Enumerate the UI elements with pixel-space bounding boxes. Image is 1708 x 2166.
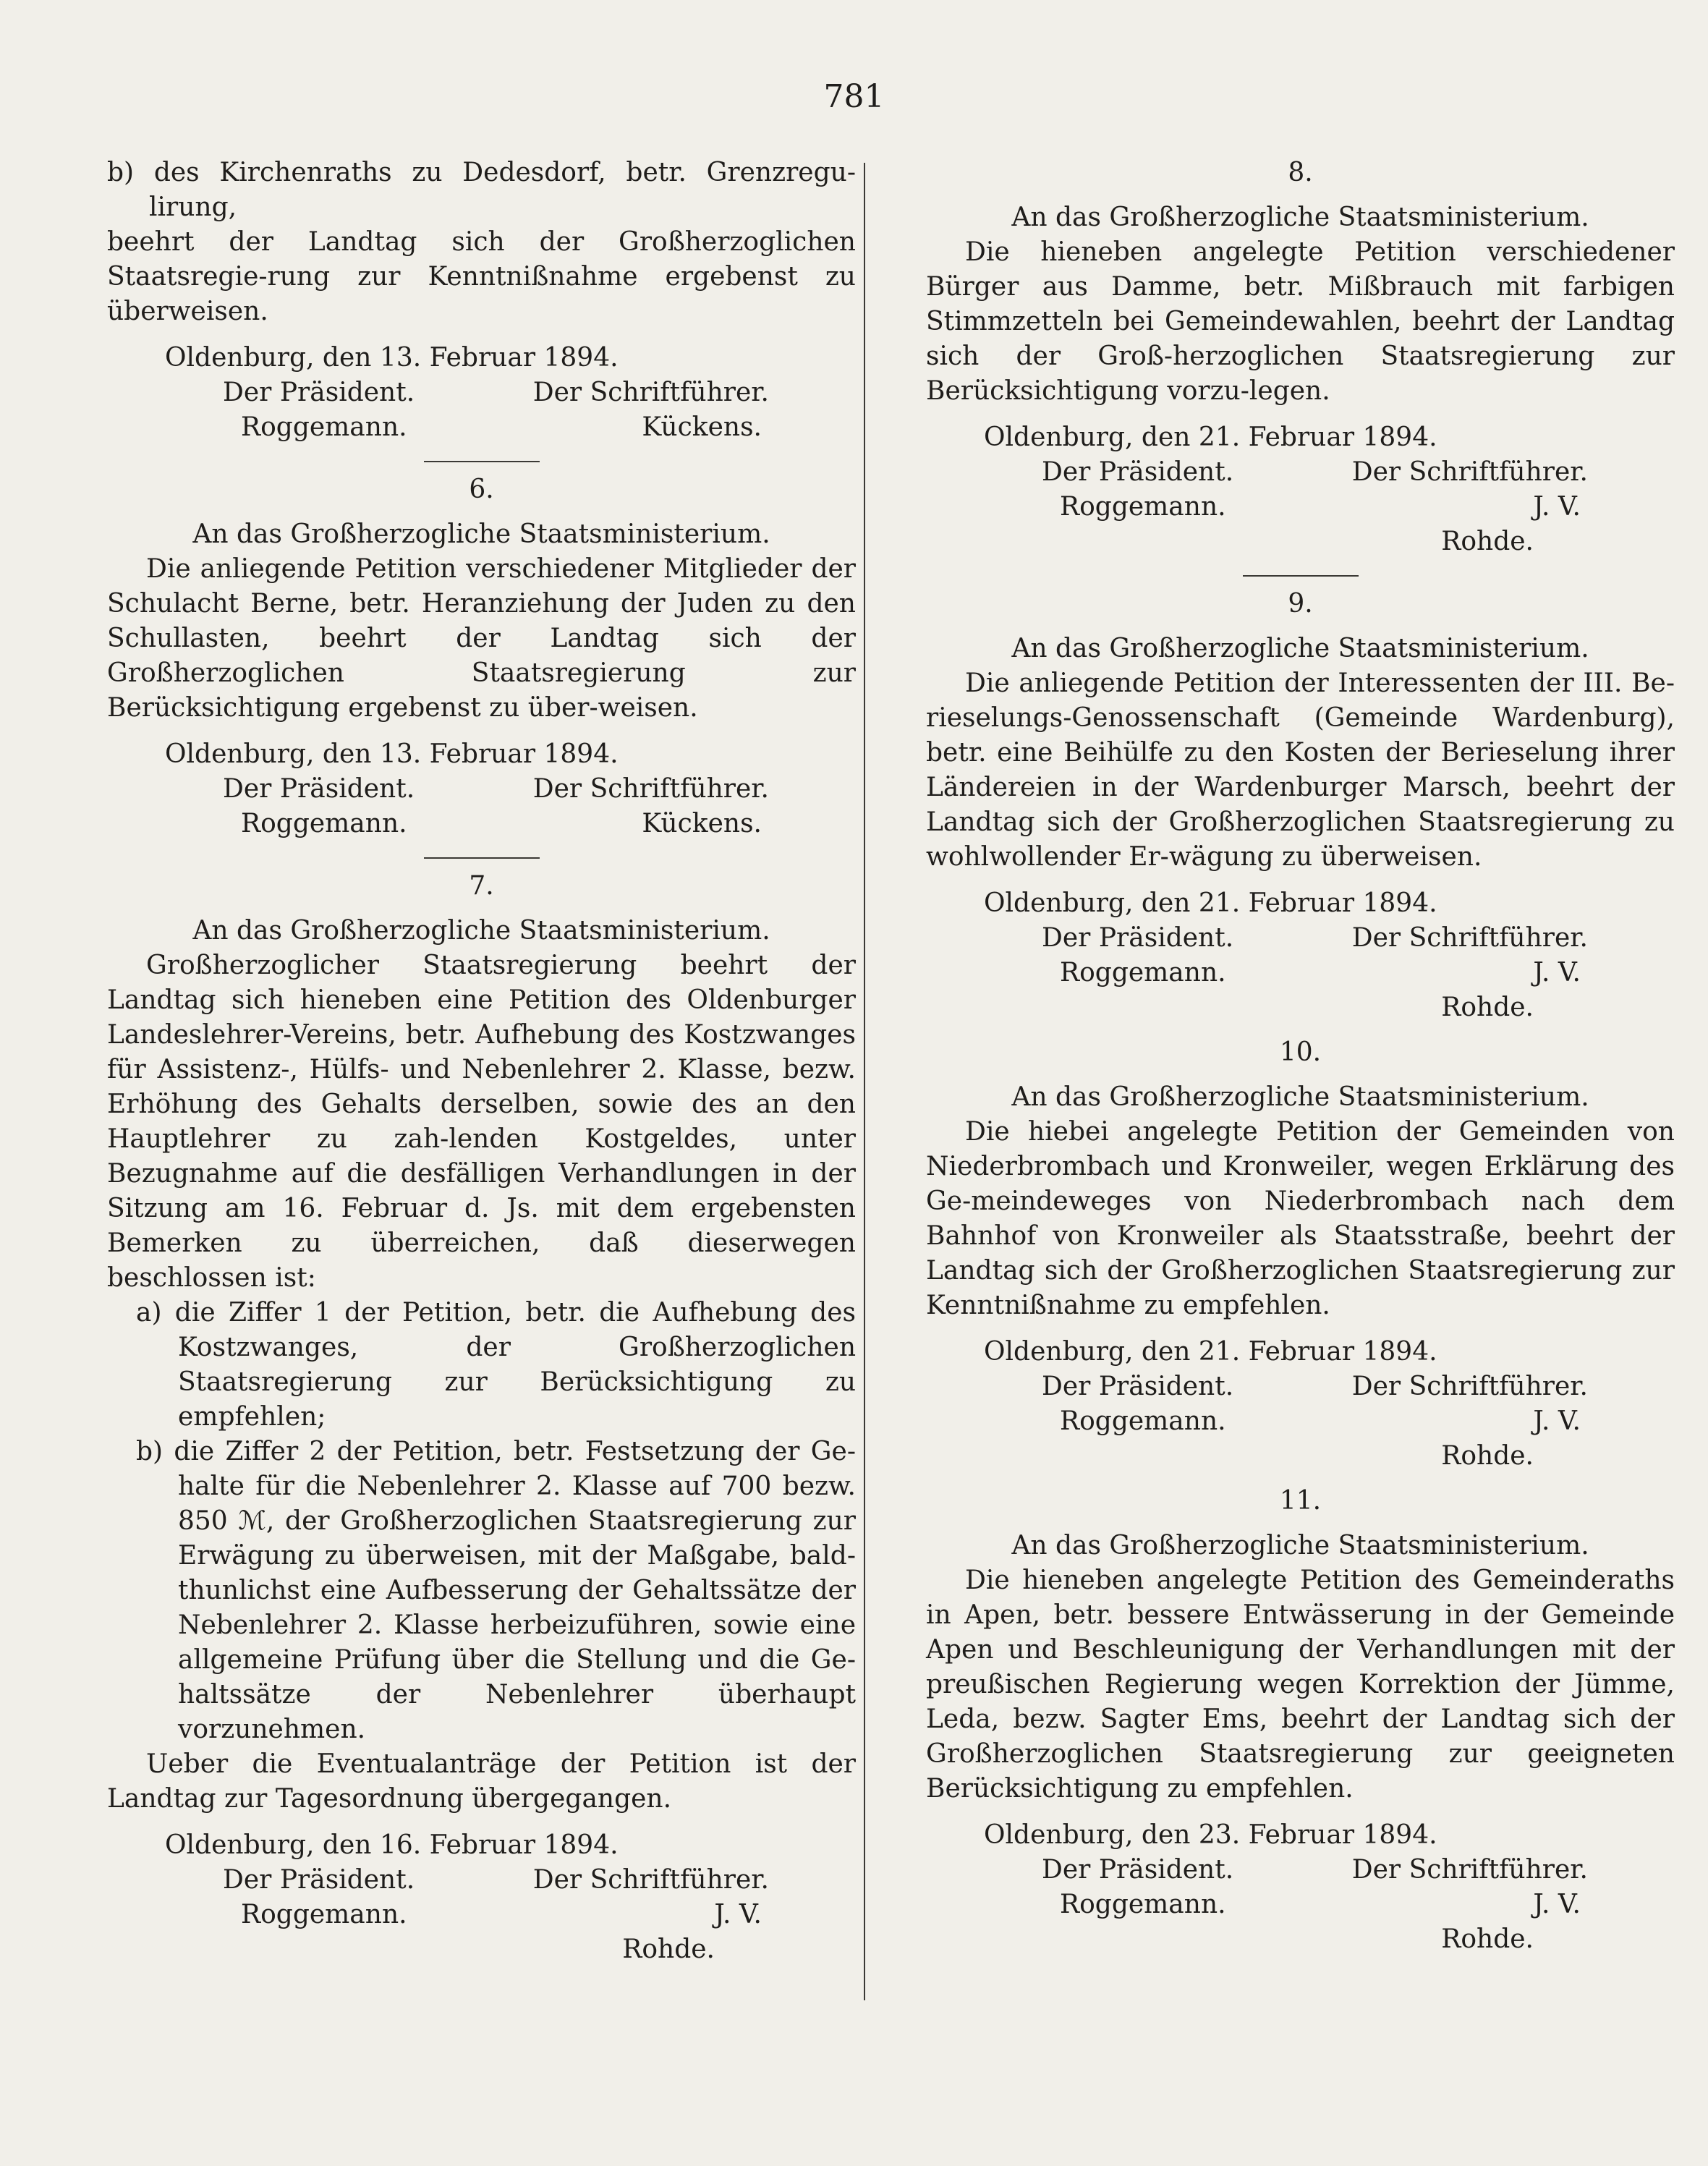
signature-titles [926,1853,1675,1887]
signature-names [926,490,1675,524]
section-date: Oldenburg, den 23. Februar 1894. [984,1820,1437,1850]
section-body: Die anliegende Petition verschiedener Mitglieder der Schulacht Berne, betr. Heranziehung der Juden zu den Schullasten, beehrt der Landtag sich der Großherzoglichen Staatsregierung zur Berücksichtigung ergebenst zu über-weisen. [107,554,856,723]
secretary-name: J. V. [1533,958,1581,988]
item-5b-date: Oldenburg, den 13. Februar 1894. [165,343,619,373]
president-name: Roggemann. [241,1900,407,1929]
left-column [107,156,856,1967]
section-date: Oldenburg, den 21. Februar 1894. [984,1337,1437,1367]
signature-titles [107,1863,856,1898]
signature-titles [926,1369,1675,1404]
section-number: 10. [1279,1037,1322,1067]
section-body: Die hieneben angelegte Petition verschiedener Bürger aus Damme, betr. Mißbrauch mit farbigen Stimmzetteln bei Gemeindewahlen, beehrt der Landtag sich der Groß-herzoglichen Staatsregierung zur Berücksichtigung vorzu-legen. [926,237,1675,406]
section-body: Großherzoglicher Staatsregierung beehrt der Landtag sich hieneben eine Petition des Oldenburger Landeslehrer-Vereins, betr. Aufhebung des Kostzwanges für Assistenz-, Hülfs- und Nebenlehrer 2. Klasse, bezw. Erhöhung des Gehalts derselben, sowie des an den Hauptlehrer zu zah-lenden Kostgeldes, unter Bezugnahme auf die desfälligen Verhandlungen in der Sitzung am 16. Februar d. Js. mit dem ergebensten Bemerken zu überreichen, daß dieserwegen beschlossen ist: [107,951,856,1293]
secretary-title: Der Schriftführer. [1351,457,1588,487]
section-7 [107,869,856,1967]
president-name: Roggemann. [1060,1406,1226,1436]
president-name: Roggemann. [1060,1890,1226,1919]
section-9 [926,587,1675,1025]
section-closing: Ueber die Eventualanträge der Petition ist der Landtag zur Tagesordnung übergegangen. [107,1749,856,1814]
section-number: 7. [469,871,494,901]
section-number: 6. [469,475,494,504]
president-title: Der Präsident. [223,1865,415,1895]
proxy-name: Rohde. [1441,993,1534,1022]
president-name: Roggemann. [1060,958,1226,988]
signature-proxy [926,990,1675,1025]
secretary-title: Der Schriftführer. [532,378,769,407]
section-8 [926,156,1675,559]
signature-proxy [926,1439,1675,1474]
secretary-name: Kückens. [642,412,762,442]
section-address: An das Großherzogliche Staatsministerium. [1011,203,1589,232]
item-5b-conclusion: beehrt der Landtag sich der Großherzoglichen Staatsregie-rung zur Kenntnißnahme ergebenst zu überweisen. [107,227,856,326]
column-divider [864,163,865,2000]
secretary-title: Der Schriftführer. [532,1865,769,1895]
proxy-name: Rohde. [1441,527,1534,556]
president-title: Der Präsident. [223,774,415,804]
secretary-title: Der Schriftführer. [1351,1372,1588,1401]
signature-names [926,956,1675,990]
section-separator [424,857,540,859]
section-separator [424,461,540,462]
president-title: Der Präsident. [1042,1855,1234,1885]
signature-names [107,410,856,445]
section-body: Die hiebei angelegte Petition der Gemeinden von Niederbrombach und Kronweiler, wegen Erklärung des Ge-meindeweges von Niederbrombach nach dem Bahnhof von Kronweiler als Staatsstraße, beehrt der Landtag sich der Großherzoglichen Staatsregierung zur Kenntnißnahme zu empfehlen. [926,1117,1675,1320]
section-address: An das Großherzogliche Staatsministerium. [192,519,770,549]
section-date: Oldenburg, den 16. Februar 1894. [165,1830,619,1860]
item-5b-text: b) des Kirchenraths zu Dedesdorf, betr. Grenzregu-lirung, [107,158,856,222]
section-number: 11. [1279,1486,1322,1516]
section-10 [926,1035,1675,1474]
secretary-name: Kückens. [642,809,762,838]
signature-titles [107,375,856,410]
section-11 [926,1484,1675,1957]
secretary-name: J. V. [1533,1406,1581,1436]
proxy-name: Rohde. [622,1934,715,1964]
president-title: Der Präsident. [1042,457,1234,487]
right-column [926,156,1675,1957]
section-date: Oldenburg, den 21. Februar 1894. [984,422,1437,452]
secretary-name: J. V. [714,1900,762,1929]
president-title: Der Präsident. [1042,1372,1234,1401]
president-name: Roggemann. [1060,492,1226,522]
signature-titles [926,921,1675,956]
signature-proxy [926,1922,1675,1957]
signature-names [926,1887,1675,1922]
section-6 [107,472,856,841]
signature-names [107,807,856,841]
section-5b [107,156,856,445]
list-item-b: b) die Ziffer 2 der Petition, betr. Festsetzung der Ge-halte für die Nebenlehrer 2. Klasse auf 700 bezw. 850 ℳ, der Großherzoglichen Staatsregierung zur Erwägung zu überweisen, mit der Maßgabe, bald-thunlichst eine Aufbesserung der Gehaltssätze der Nebenlehrer 2. Klasse herbeizuführen, sowie eine allgemeine Prüfung über die Stellung und die Ge-haltssätze der Nebenlehrer überhaupt vorzunehmen. [136,1437,856,1744]
section-address: An das Großherzogliche Staatsministerium. [1011,1082,1589,1112]
section-date: Oldenburg, den 13. Februar 1894. [165,739,619,769]
secretary-title: Der Schriftführer. [1351,923,1588,953]
president-title: Der Präsident. [223,378,415,407]
section-address: An das Großherzogliche Staatsministerium. [192,916,770,946]
secretary-name: J. V. [1533,1890,1581,1919]
proxy-name: Rohde. [1441,1441,1534,1471]
page-number: 781 [823,78,885,115]
signature-names [926,1404,1675,1439]
secretary-title: Der Schriftführer. [1351,1855,1588,1885]
section-address: An das Großherzogliche Staatsministerium. [1011,634,1589,663]
signature-names [107,1898,856,1932]
list-item-a: a) die Ziffer 1 der Petition, betr. die Aufhebung des Kostzwanges, der Großherzoglichen Staatsregierung zur Berücksichtigung zu empfehlen; [136,1298,856,1432]
president-title: Der Präsident. [1042,923,1234,953]
signature-proxy [926,524,1675,559]
signature-proxy [107,1932,856,1967]
signature-titles [107,772,856,807]
section-number: 8. [1288,158,1313,187]
section-address: An das Großherzogliche Staatsministerium. [1011,1531,1589,1560]
president-name: Roggemann. [241,412,407,442]
signature-titles [926,455,1675,490]
section-number: 9. [1288,589,1313,619]
section-date: Oldenburg, den 21. Februar 1894. [984,888,1437,918]
proxy-name: Rohde. [1441,1924,1534,1954]
secretary-title: Der Schriftführer. [532,774,769,804]
secretary-name: J. V. [1533,492,1581,522]
section-body: Die anliegende Petition der Interessenten der III. Be-rieselungs-Genossenschaft (Gemeinde Wardenburg), betr. eine Beihülfe zu den Kosten der Berieselung ihrer Ländereien in der Wardenburger Marsch, beehrt der Landtag sich der Großherzoglichen Staatsregierung zu wohlwollender Er-wägung zu überweisen. [926,668,1675,872]
section-body: Die hieneben angelegte Petition des Gemeinderaths in Apen, betr. bessere Entwässerung in der Gemeinde Apen und Beschleunigung der Verhandlungen mit der preußischen Regierung wegen Korrektion der Jümme, Leda, bezw. Sagter Ems, beehrt der Landtag sich der Großherzoglichen Staatsregierung zur geeigneten Berücksichtigung zu empfehlen. [926,1566,1675,1804]
president-name: Roggemann. [241,809,407,838]
section-separator [1243,575,1359,577]
